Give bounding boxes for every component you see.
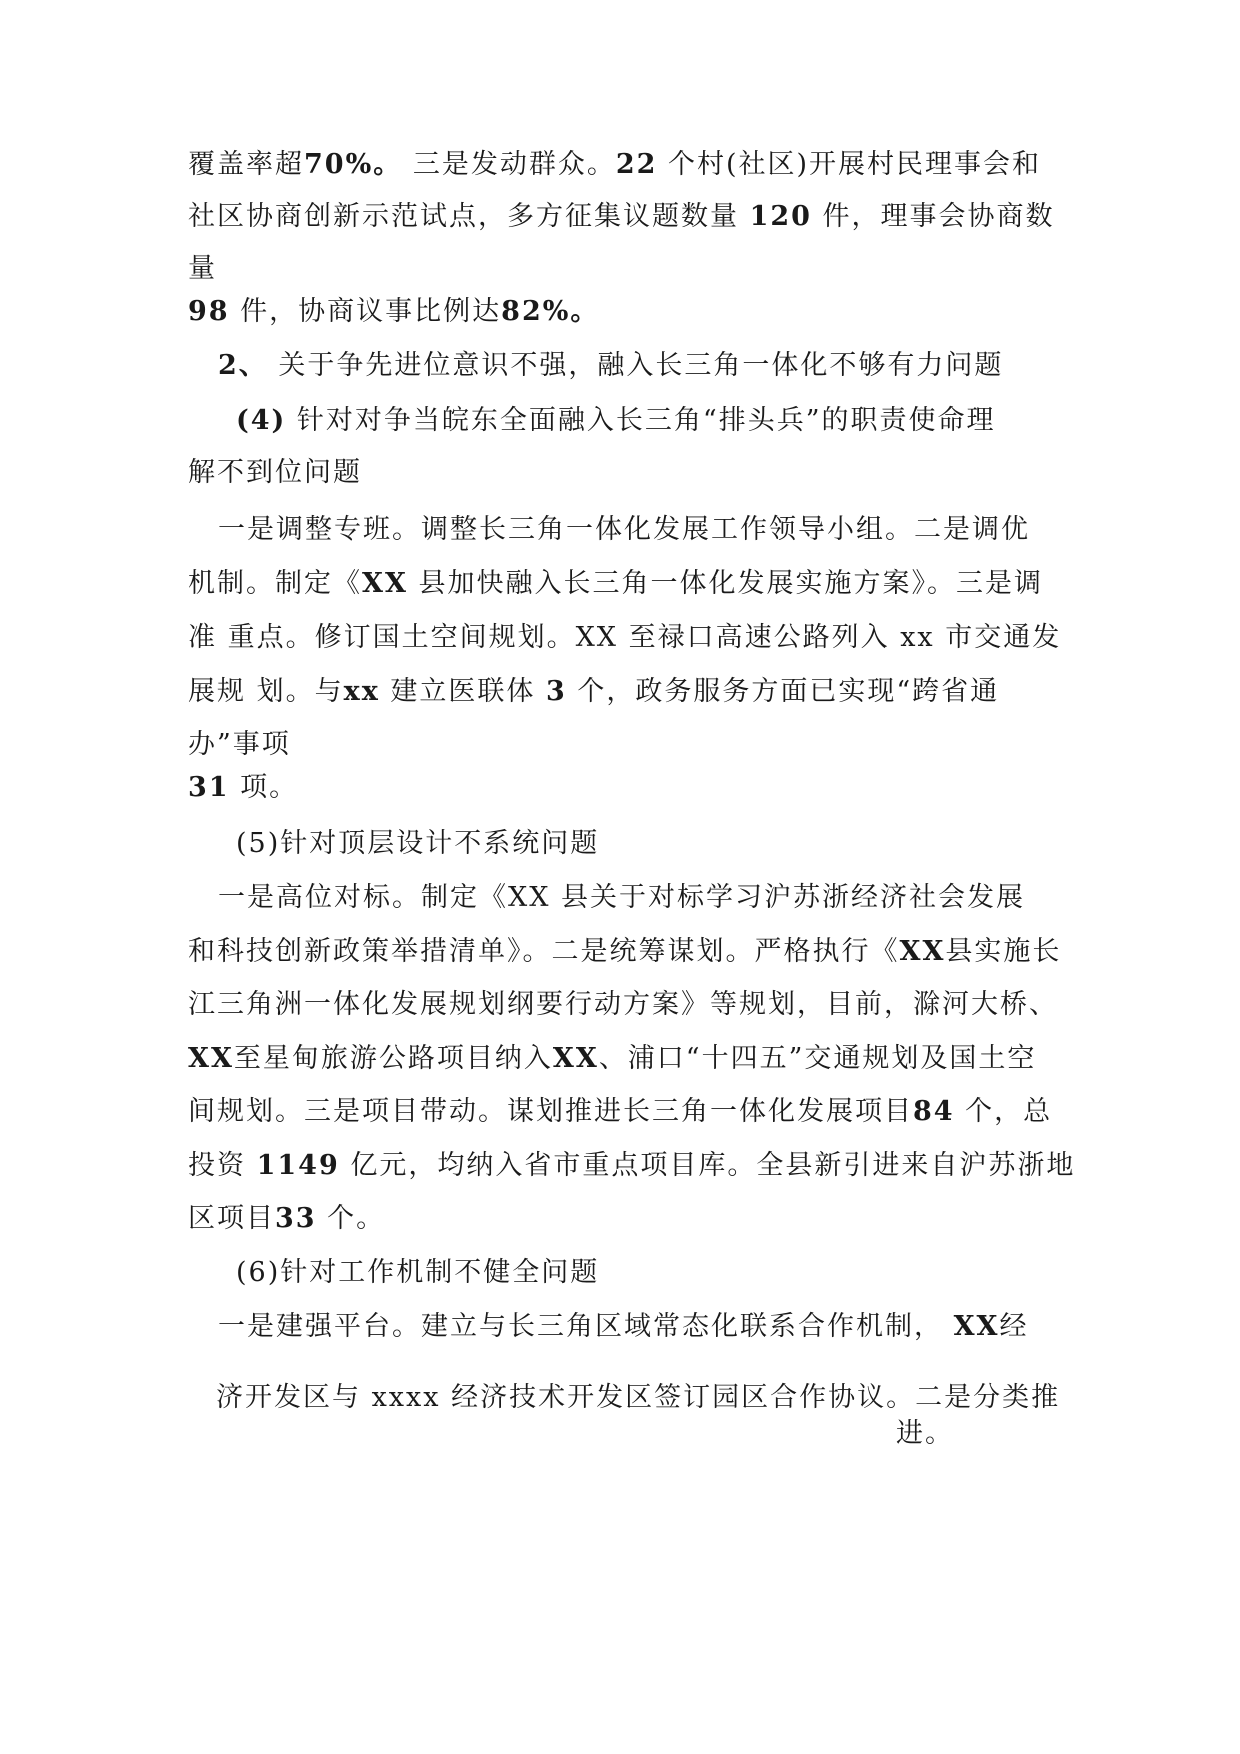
text-run: 一是高位对标。制定《XX 县关于对标学习沪苏浙经济社会发展 — [218, 882, 1026, 913]
text-run: 和科技创新政策举措清单》。二是统筹谋划。严格执行《 — [188, 936, 900, 967]
paragraph-line — [188, 295, 599, 329]
text-run: 量 — [188, 253, 217, 284]
text-run: XX — [188, 1043, 234, 1074]
paragraph-line — [188, 988, 1058, 1022]
section-heading — [218, 349, 1003, 383]
text-run: 件，协商议事比例达 — [229, 296, 502, 327]
text-run: 区项目 — [188, 1203, 275, 1234]
text-run: 22 — [615, 149, 658, 180]
text-run: 至星甸旅游公路项目纳入 — [233, 1043, 553, 1074]
text-run: 120 — [749, 201, 812, 232]
text-run: 间规划。三是项目带动。谋划推进长三角一体化发展项目 — [188, 1096, 913, 1127]
paragraph-line — [188, 771, 298, 805]
text-run: 31 — [188, 772, 230, 803]
paragraph-line — [218, 513, 1030, 547]
text-run: 关于争先进位意识不强，融入长三角一体化不够有力问题 — [267, 350, 1004, 381]
text-run: 个，总 — [954, 1096, 1053, 1127]
paragraph-line — [216, 1381, 1060, 1415]
text-run: XX — [899, 936, 946, 967]
text-run: 亿元，均纳入省市重点项目库。全县新引进来自沪苏浙地 — [339, 1150, 1076, 1181]
text-run: 投资 — [188, 1150, 257, 1181]
text-run: 进。 — [896, 1418, 954, 1449]
text-run: 70%。 — [304, 149, 403, 180]
paragraph-line — [188, 1042, 1036, 1076]
text-run: 县加快融入长三角一体化发展实施方案》。三是调 — [407, 568, 1043, 599]
text-run: 个。 — [316, 1203, 386, 1234]
text-run: 机制。制定《 — [188, 568, 362, 599]
text-run: 建立医联体 — [379, 676, 546, 707]
subsection-heading — [236, 404, 996, 438]
text-run: (5)针对顶层设计不系统问题 — [236, 828, 600, 859]
text-run: 1149 — [256, 1150, 340, 1181]
text-run: 98 — [188, 296, 230, 327]
text-run: 办”事项 — [188, 729, 291, 760]
text-run: 社区协商创新示范试点，多方征集议题数量 — [188, 201, 750, 232]
paragraph-line — [896, 1417, 954, 1451]
text-run: XX — [362, 568, 408, 599]
paragraph-line — [188, 675, 999, 709]
subsection-heading — [236, 827, 599, 861]
paragraph-line — [188, 621, 1061, 655]
text-run: 针对对争当皖东全面融入长三角“排头兵”的职责使命理 — [286, 405, 996, 436]
text-run: 项。 — [229, 772, 299, 803]
paragraph-line — [188, 200, 1055, 234]
paragraph-line — [218, 881, 1025, 915]
text-run: 江三角洲一体化发展规划纲要行动方案》等规划，目前，滁河大桥、 — [188, 989, 1058, 1020]
text-run: 济开发区与 xxxx 经济技术开发区签订园区合作协议。二是分类推 — [216, 1382, 1061, 1413]
paragraph-line — [188, 935, 1061, 969]
text-run: 个，政务服务方面已实现“跨省通 — [566, 676, 1000, 707]
text-run: 33 — [275, 1203, 317, 1234]
text-run: 县实施长 — [945, 936, 1062, 967]
text-run: 经 — [999, 1311, 1029, 1342]
text-run: 覆盖率超 — [188, 149, 304, 180]
text-run: XX — [953, 1311, 1000, 1342]
text-run: 三是发动群众。 — [402, 149, 616, 180]
paragraph-line — [188, 728, 291, 762]
text-run: xx — [343, 676, 380, 707]
text-run: 3 — [545, 676, 567, 707]
paragraph-line — [188, 148, 1041, 182]
paragraph-line — [188, 1149, 1075, 1183]
text-run: 、浦口“十四五”交通规划及国土空 — [598, 1043, 1037, 1074]
text-run: 个村(社区)开展村民理事会和 — [657, 149, 1042, 180]
paragraph-line — [188, 567, 1043, 601]
text-run: 一是调整专班。调整长三角一体化发展工作领导小组。二是调优 — [218, 514, 1030, 545]
text-run: 准 重点。修订国土空间规划。XX 至禄口高速公路列入 xx 市交通发 — [188, 622, 1062, 653]
text-run: (6)针对工作机制不健全问题 — [236, 1257, 600, 1288]
paragraph-line — [188, 1095, 1052, 1129]
text-run: 件，理事会协商数 — [811, 201, 1055, 232]
paragraph-line — [188, 1202, 385, 1236]
subsection-heading — [188, 456, 362, 490]
text-run: 2、 — [218, 350, 268, 381]
paragraph-line — [188, 252, 217, 286]
subsection-heading — [236, 1256, 599, 1290]
text-run: XX — [552, 1043, 599, 1074]
text-run: 82%。 — [501, 296, 600, 327]
paragraph-line — [218, 1310, 1029, 1344]
text-run: (4) — [236, 405, 287, 436]
text-run: 解不到位问题 — [188, 457, 362, 488]
text-run: 展规 划。与 — [188, 676, 344, 707]
text-run: 一是建强平台。建立与长三角区域常态化联系合作机制， — [218, 1311, 954, 1342]
text-run: 84 — [913, 1096, 955, 1127]
